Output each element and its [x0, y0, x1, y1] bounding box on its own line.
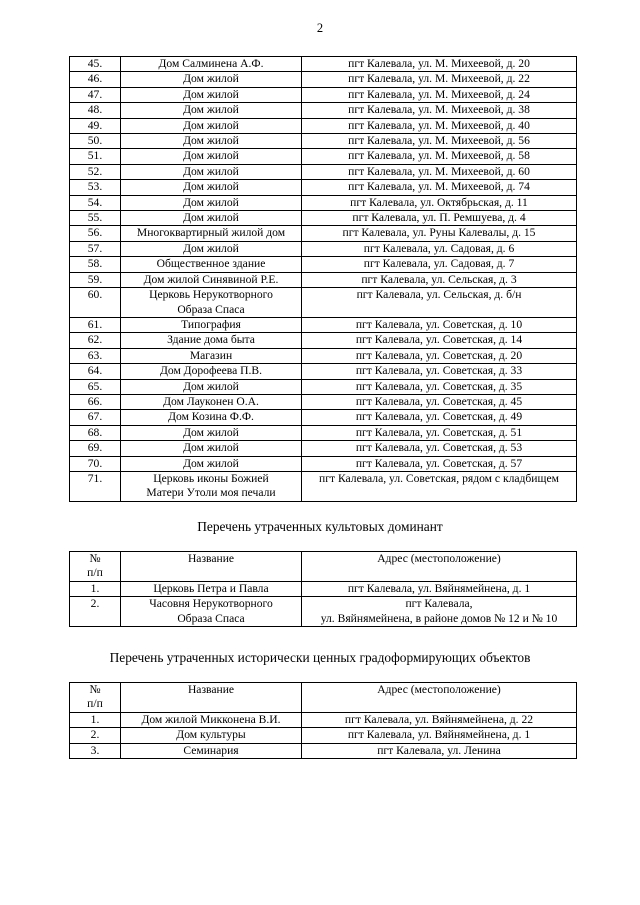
- lost-religious-dominants-heading: Перечень утраченных культовых доминант: [197, 519, 443, 534]
- row-name: [121, 597, 302, 627]
- header-num: [70, 552, 121, 582]
- row-num: 65.: [70, 379, 121, 394]
- row-address: пгт Калевала, ул. М. Михеевой, д. 38: [302, 103, 577, 118]
- row-address: пгт Калевала, ул. М. Михеевой, д. 58: [302, 149, 577, 164]
- row-address: пгт Калевала, ул. Руны Калевалы, д. 15: [302, 226, 577, 241]
- row-address: пгт Калевала, ул. Сельская, д. б/н: [302, 288, 577, 318]
- row-address: пгт Калевала, ул. Ленина: [302, 743, 577, 758]
- row-num: 68.: [70, 425, 121, 440]
- row-name: Дом жилой: [121, 180, 302, 195]
- header-address: Адрес (местоположение): [302, 552, 577, 582]
- row-name: Типография: [121, 317, 302, 332]
- row-num: 66.: [70, 394, 121, 409]
- row-num: 2.: [70, 728, 121, 743]
- table-row: [70, 333, 577, 348]
- table-row: [70, 410, 577, 425]
- row-name: Магазин: [121, 348, 302, 363]
- row-address: пгт Калевала, ул. М. Михеевой, д. 20: [302, 57, 577, 72]
- row-num: 60.: [70, 288, 121, 318]
- row-name-line1: Церковь Нерукотворного: [149, 288, 273, 302]
- lost-historic-objects-heading: Перечень утраченных исторически ценных градоформирующих объектов: [109, 650, 531, 665]
- row-name: Дом жилой: [121, 164, 302, 179]
- table-row: [70, 288, 577, 318]
- row-address: пгт Калевала, ул. Советская, д. 51: [302, 425, 577, 440]
- header-num-line1: №: [89, 683, 101, 696]
- row-name: Дом жилой: [121, 195, 302, 210]
- table-row: [70, 597, 577, 627]
- row-name: Общественное здание: [121, 257, 302, 272]
- table-header-row: [70, 552, 577, 582]
- row-address: пгт Калевала, ул. Советская, д. 49: [302, 410, 577, 425]
- row-name: Дом культуры: [121, 728, 302, 743]
- table-row: [70, 57, 577, 72]
- row-address: пгт Калевала, ул. Советская, д. 33: [302, 364, 577, 379]
- table-header-row: [70, 683, 577, 713]
- row-name: Дом жилой: [121, 379, 302, 394]
- row-address: пгт Калевала, ул. Садовая, д. 6: [302, 241, 577, 256]
- header-num-line1: №: [89, 552, 101, 565]
- table-row: [70, 743, 577, 758]
- row-name: Дом жилой: [121, 72, 302, 87]
- table-row: [70, 348, 577, 363]
- table-row: [70, 379, 577, 394]
- header-num: [70, 683, 121, 713]
- table-row: [70, 728, 577, 743]
- row-address: пгт Калевала, ул. М. Михеевой, д. 24: [302, 87, 577, 102]
- row-address: пгт Калевала, ул. П. Ремшуева, д. 4: [302, 211, 577, 226]
- table-row: [70, 180, 577, 195]
- row-name: Дом жилой: [121, 441, 302, 456]
- row-name: Дом жилой Микконена В.И.: [121, 712, 302, 727]
- row-name: Дом Козина Ф.Ф.: [121, 410, 302, 425]
- row-num: 71.: [70, 471, 121, 501]
- table-row: [70, 364, 577, 379]
- table-row: [70, 118, 577, 133]
- row-num: 61.: [70, 317, 121, 332]
- row-address: пгт Калевала, ул. Вяйнямейнена, д. 1: [302, 728, 577, 743]
- header-address: Адрес (местоположение): [302, 683, 577, 713]
- row-num: 62.: [70, 333, 121, 348]
- row-num: 67.: [70, 410, 121, 425]
- row-name: Здание дома быта: [121, 333, 302, 348]
- row-num: 1.: [70, 712, 121, 727]
- table-row: [70, 103, 577, 118]
- row-num: 1.: [70, 581, 121, 596]
- table-row: [70, 581, 577, 596]
- row-address-line1: пгт Калевала,: [405, 597, 473, 611]
- table-row: [70, 195, 577, 210]
- table-row: [70, 394, 577, 409]
- row-num: 53.: [70, 180, 121, 195]
- row-num: 49.: [70, 118, 121, 133]
- row-name: Дом жилой: [121, 425, 302, 440]
- row-name: [121, 288, 302, 318]
- table-row: [70, 211, 577, 226]
- row-num: 2.: [70, 597, 121, 627]
- row-name: Дом жилой: [121, 456, 302, 471]
- row-address: пгт Калевала, ул. Садовая, д. 7: [302, 257, 577, 272]
- table-row: [70, 317, 577, 332]
- monuments-table: [69, 56, 577, 502]
- row-address: пгт Калевала, ул. М. Михеевой, д. 40: [302, 118, 577, 133]
- row-num: 64.: [70, 364, 121, 379]
- lost-religious-dominants-table: [69, 551, 577, 627]
- header-name: Название: [121, 683, 302, 713]
- row-name: [121, 471, 302, 501]
- row-address: пгт Калевала, ул. Советская, д. 14: [302, 333, 577, 348]
- row-num: 69.: [70, 441, 121, 456]
- table-row: [70, 241, 577, 256]
- row-address: [302, 597, 577, 627]
- row-name: Дом жилой: [121, 118, 302, 133]
- row-name: Многоквартирный жилой дом: [121, 226, 302, 241]
- row-num: 46.: [70, 72, 121, 87]
- row-num: 55.: [70, 211, 121, 226]
- row-name: Дом жилой: [121, 87, 302, 102]
- row-num: 47.: [70, 87, 121, 102]
- row-address: пгт Калевала, ул. Советская, д. 57: [302, 456, 577, 471]
- page-number: 2: [316, 21, 324, 35]
- table-row: [70, 441, 577, 456]
- row-address: пгт Калевала, ул. Вяйнямейнена, д. 22: [302, 712, 577, 727]
- row-num: 70.: [70, 456, 121, 471]
- row-name: Дом жилой: [121, 211, 302, 226]
- row-address: пгт Калевала, ул. М. Михеевой, д. 56: [302, 134, 577, 149]
- row-num: 58.: [70, 257, 121, 272]
- row-name: Дом жилой: [121, 241, 302, 256]
- header-num-line2: п/п: [87, 697, 103, 711]
- row-name: Семинария: [121, 743, 302, 758]
- monuments-table-body: [70, 57, 577, 502]
- row-address: пгт Калевала, ул. Советская, д. 53: [302, 441, 577, 456]
- row-name: Дом Дорофеева П.В.: [121, 364, 302, 379]
- row-address: пгт Калевала, ул. М. Михеевой, д. 60: [302, 164, 577, 179]
- row-name: Дом Салминена А.Ф.: [121, 57, 302, 72]
- table-row: [70, 425, 577, 440]
- row-num: 50.: [70, 134, 121, 149]
- table-row: [70, 149, 577, 164]
- row-num: 59.: [70, 272, 121, 287]
- table-row: [70, 471, 577, 501]
- row-num: 54.: [70, 195, 121, 210]
- row-name: Церковь Петра и Павла: [121, 581, 302, 596]
- row-address: пгт Калевала, ул. Октябрьская, д. 11: [302, 195, 577, 210]
- row-name-line2: Образа Спаса: [177, 302, 245, 316]
- lost-historic-objects-table: [69, 682, 577, 759]
- row-name-line2: Матери Утоли моя печали: [146, 486, 276, 500]
- row-name: Дом жилой: [121, 134, 302, 149]
- row-num: 52.: [70, 164, 121, 179]
- row-address: пгт Калевала, ул. М. Михеевой, д. 22: [302, 72, 577, 87]
- row-address: пгт Калевала, ул. Советская, рядом с кладбищем: [302, 471, 577, 501]
- row-num: 63.: [70, 348, 121, 363]
- row-name-line1: Часовня Нерукотворного: [149, 597, 273, 611]
- row-num: 45.: [70, 57, 121, 72]
- row-address: пгт Калевала, ул. Сельская, д. 3: [302, 272, 577, 287]
- row-name: Дом жилой: [121, 149, 302, 164]
- row-address-line2: ул. Вяйнямейнена, в районе домов № 12 и № 10: [320, 611, 558, 625]
- header-num-line2: п/п: [87, 566, 103, 580]
- row-num: 51.: [70, 149, 121, 164]
- row-num: 48.: [70, 103, 121, 118]
- table-row: [70, 72, 577, 87]
- row-address: пгт Калевала, ул. Советская, д. 10: [302, 317, 577, 332]
- row-address: пгт Калевала, ул. М. Михеевой, д. 74: [302, 180, 577, 195]
- row-name-line1: Церковь иконы Божией: [153, 471, 269, 485]
- table-row: [70, 164, 577, 179]
- row-name: Дом жилой Синявиной Р.Е.: [121, 272, 302, 287]
- row-address: пгт Калевала, ул. Вяйнямейнена, д. 1: [302, 581, 577, 596]
- table-row: [70, 456, 577, 471]
- row-num: 3.: [70, 743, 121, 758]
- row-address: пгт Калевала, ул. Советская, д. 45: [302, 394, 577, 409]
- table-row: [70, 712, 577, 727]
- row-num: 57.: [70, 241, 121, 256]
- row-address: пгт Калевала, ул. Советская, д. 20: [302, 348, 577, 363]
- row-num: 56.: [70, 226, 121, 241]
- row-name-line2: Образа Спаса: [177, 611, 245, 625]
- table-row: [70, 272, 577, 287]
- row-address: пгт Калевала, ул. Советская, д. 35: [302, 379, 577, 394]
- table-row: [70, 226, 577, 241]
- table-row: [70, 134, 577, 149]
- table-row: [70, 257, 577, 272]
- row-name: Дом Лауконен О.А.: [121, 394, 302, 409]
- header-name: Название: [121, 552, 302, 582]
- table-row: [70, 87, 577, 102]
- row-name: Дом жилой: [121, 103, 302, 118]
